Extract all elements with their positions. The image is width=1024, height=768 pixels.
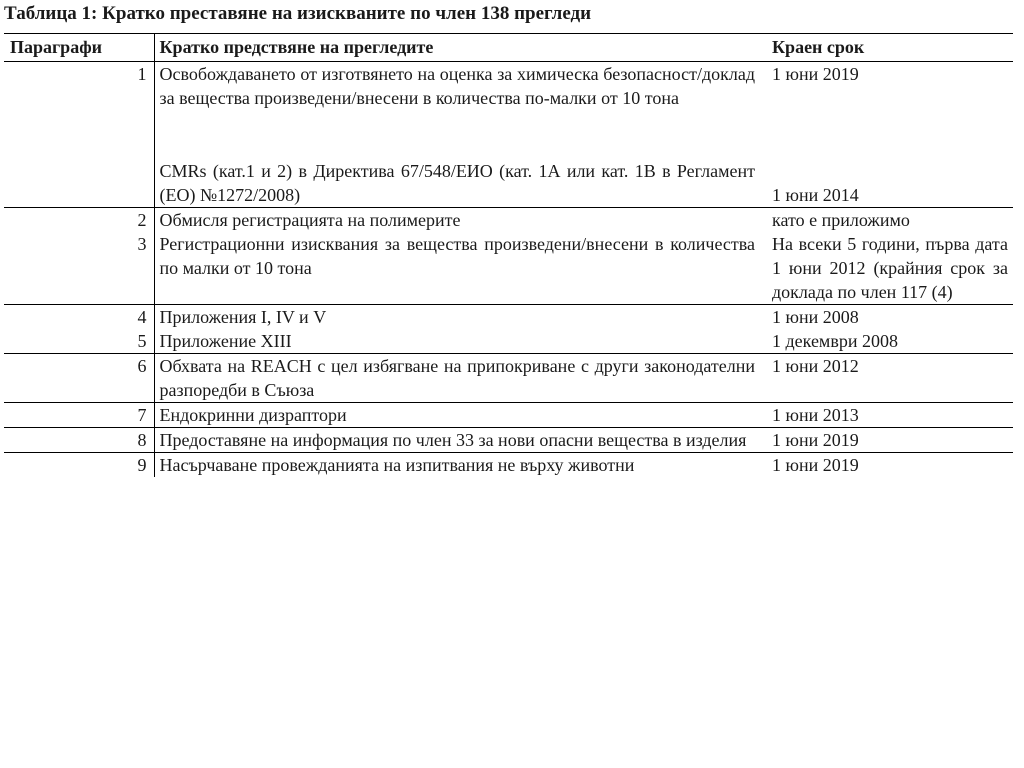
table-row <box>4 453 1013 478</box>
row-deadline <box>767 232 1013 305</box>
row-number: 2 <box>4 208 154 233</box>
row-description: Приложения I, IV и V <box>159 307 327 327</box>
row-deadline-text: На всеки 5 години, първа дата 1 юни 2012 (крайния срок за доклада по член 117 (4) <box>772 234 1008 302</box>
row-description-text-2: CMRs (кат.1 и 2) в Директива 67/548/ЕИО (кат. 1А или кат. 1В в Регламент (ЕО) №1272/2008) <box>159 161 755 205</box>
row-description <box>154 232 767 305</box>
row-description: Обмисля регистрацията на полимерите <box>159 210 461 230</box>
row-deadline-text-2: 1 юни 2014 <box>772 185 859 205</box>
row-description-text: Обхвата на REACH с цел избягване на припокриване с други законодателни разпоредби в Съюза <box>159 356 755 400</box>
table-row <box>4 354 1013 403</box>
header-summary: Кратко предствяне на прегледите <box>154 34 767 62</box>
row-deadline: 1 юни 2013 <box>767 403 1013 428</box>
reviews-table <box>4 33 1013 477</box>
table-row <box>4 62 1013 208</box>
header-paragraphs: Параграфи <box>4 34 154 62</box>
row-description <box>154 354 767 403</box>
row-description-text: Регистрационни изисквания за вещества произведени/внесени в количества по малки от 10 тона <box>159 234 755 278</box>
row-description <box>154 62 767 208</box>
row-deadline <box>767 62 1013 208</box>
spacer <box>160 110 756 159</box>
row-description-text: Насърчаване провежданията на изпитвания не върху животни <box>159 455 635 475</box>
row-number: 8 <box>4 428 154 453</box>
row-number: 7 <box>4 403 154 428</box>
table-row <box>4 428 1013 453</box>
table-row <box>4 208 1013 233</box>
row-deadline: като е приложимо <box>772 210 910 230</box>
row-number: 9 <box>4 453 154 478</box>
row-description: Ендокринни дизраптори <box>154 403 767 428</box>
row-deadline: 1 юни 2012 <box>767 354 1013 403</box>
row-deadline: 1 юни 2019 <box>772 455 859 475</box>
row-number: 6 <box>4 354 154 403</box>
row-number: 3 <box>4 232 154 305</box>
table-row <box>4 329 1013 354</box>
header-deadline: Краен срок <box>767 34 1013 62</box>
row-deadline-text: 1 юни 2019 <box>772 64 859 84</box>
table-row <box>4 305 1013 330</box>
row-description <box>154 428 767 453</box>
row-number: 1 <box>4 62 154 208</box>
row-number: 4 <box>4 305 154 330</box>
table-row <box>4 232 1013 305</box>
row-description <box>154 453 767 478</box>
row-number: 5 <box>4 329 154 354</box>
row-description: Приложение XIII <box>154 329 767 354</box>
row-description-text: Предоставяне на информация по член 33 за нови опасни вещества в изделия <box>159 430 747 450</box>
table-caption: Таблица 1: Кратко преставяне на изискваните по член 138 прегледи <box>4 3 592 24</box>
row-deadline: 1 юни 2008 <box>772 307 859 327</box>
row-deadline: 1 юни 2019 <box>767 428 1013 453</box>
table-header-row <box>4 34 1013 62</box>
table-row <box>4 403 1013 428</box>
row-deadline: 1 декември 2008 <box>767 329 1013 354</box>
row-description-text: Освобождаването от изготвянето на оценка за химическа безопасност/доклад за вещества произведени/внесени в количества по-малки от 10 тона <box>159 64 755 108</box>
